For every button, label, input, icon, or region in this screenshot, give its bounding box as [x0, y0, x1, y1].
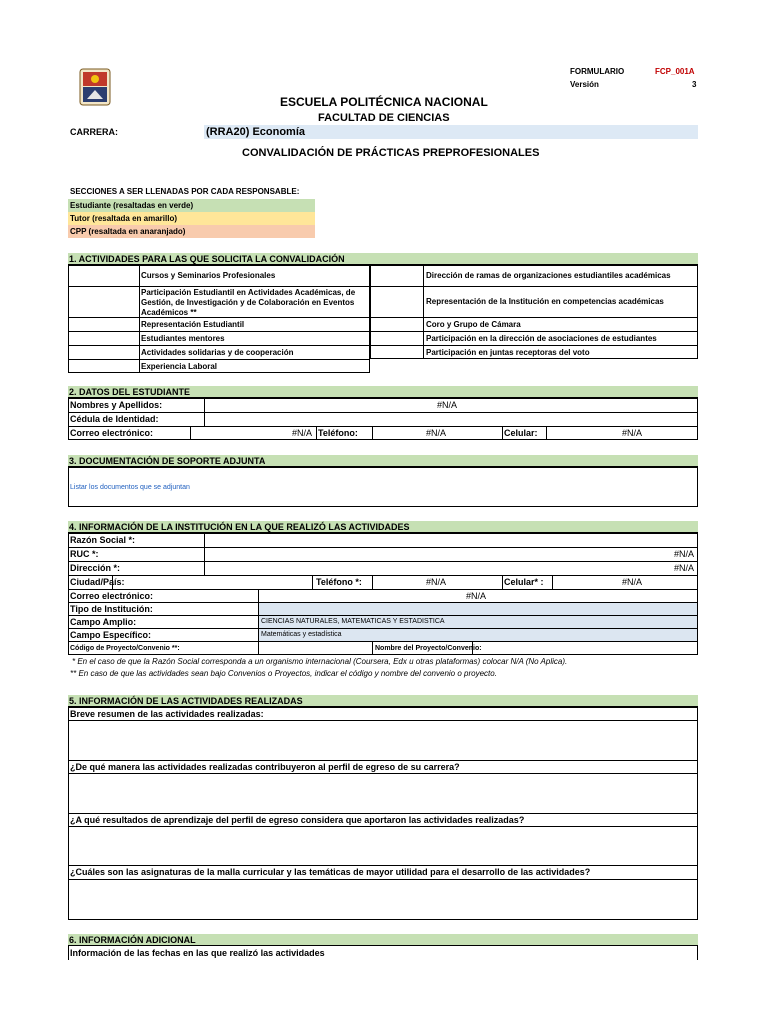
activity-courses: Cursos y Seminarios Profesionales [141, 271, 276, 280]
question-subjects: ¿Cuáles son las asignaturas de la malla curricular y las temáticas de mayor utilidad para el desarrollo de las actividades? [70, 867, 591, 877]
form-title: CONVALIDACIÓN DE PRÁCTICAS PREPROFESIONALES [242, 147, 540, 159]
section5-title: 5. INFORMACIÓN DE LAS ACTIVIDADES REALIZADAS [68, 695, 698, 707]
project-code-field[interactable] [259, 642, 371, 654]
documents-placeholder: Listar los documentos que se adjuntan [70, 484, 190, 491]
inst-type-label: Tipo de Institución: [70, 604, 153, 614]
version-label: Versión [570, 80, 599, 89]
carrera-field[interactable]: (RRA20) Economía [204, 125, 698, 139]
legend-tutor: Tutor (resaltada en amarillo) [68, 212, 315, 225]
answer-learning-results[interactable] [69, 827, 697, 864]
activity-solidarity: Actividades solidarias y de cooperación [141, 348, 294, 357]
student-name-label: Nombres y Apellidos: [70, 400, 163, 410]
student-email-label: Correo electrónico: [70, 428, 154, 438]
student-phone-label: Teléfono: [318, 428, 358, 438]
note-1: * En el caso de que la Razón Social corresponda a un organismo internacional (Coursera, Edx u otras plataformas) colocar N/A (No Aplica). [72, 657, 568, 666]
section1-title: 1. ACTIVIDADES PARA LAS QUE SOLICITA LA CONVALIDACIÓN [68, 253, 698, 265]
direccion-label: Dirección *: [70, 563, 121, 573]
question-summary: Breve resumen de las actividades realizadas: [70, 709, 264, 719]
inst-email-field[interactable]: #N/A [466, 591, 487, 601]
direccion-field[interactable]: #N/A [674, 563, 695, 573]
campo-amplio-label: Campo Amplio: [70, 617, 137, 627]
activity-representation: Representación Estudiantil [141, 320, 245, 329]
student-cell-field[interactable]: #N/A [622, 428, 643, 438]
answer-profile-contribution[interactable] [69, 774, 697, 812]
question-learning-results: ¿A qué resultados de aprendizaje del perfil de egreso considera que aportaron las actividades realizadas? [70, 815, 525, 825]
activity-competitions: Representación de la Institución en competencias académicas [426, 297, 664, 306]
formulario-label: FORMULARIO [570, 67, 625, 76]
razon-field[interactable] [205, 534, 697, 546]
formulario-code: FCP_001A [655, 67, 695, 76]
student-email-field[interactable]: #N/A [292, 428, 313, 438]
ruc-field[interactable]: #N/A [674, 549, 695, 559]
answer-summary[interactable] [69, 721, 697, 759]
inst-phone-field[interactable]: #N/A [426, 577, 447, 587]
answer-subjects[interactable] [69, 880, 697, 919]
activity-mentors: Estudiantes mentores [141, 334, 225, 343]
legend-student: Estudiante (resaltadas en verde) [68, 199, 315, 212]
city-field[interactable] [113, 576, 311, 588]
razon-label: Razón Social *: [70, 535, 136, 545]
campo-amplio-field[interactable]: CIENCIAS NATURALES, MATEMATICAS Y ESTADISTICA [259, 616, 697, 628]
section6-title: 6. INFORMACIÓN ADICIONAL [68, 934, 698, 946]
note-2: ** En caso de que las actividades sean bajo Convenios o Proyectos, indicar el código y nombre del convenio o proyecto. [70, 669, 497, 678]
school-name: ESCUELA POLITÉCNICA NACIONAL [280, 95, 488, 109]
project-name-field[interactable] [473, 642, 697, 654]
campo-especifico-field[interactable]: Matemáticas y estadística [259, 629, 697, 641]
activity-choir: Coro y Grupo de Cámara [426, 320, 521, 329]
version-value: 3 [692, 80, 697, 89]
inst-email-label: Correo electrónico: [70, 591, 154, 601]
activity-participation: Participación Estudiantil en Actividades Académicas, de Gestión, de Investigación y de Colaboración en Eventos Académicos ** [141, 288, 356, 317]
activity-voting: Participación en juntas receptoras del voto [426, 348, 590, 357]
section4-title: 4. INFORMACIÓN DE LA INSTITUCIÓN EN LA QUE REALIZÓ LAS ACTIVIDADES [68, 521, 698, 533]
inst-phone-label: Teléfono *: [316, 577, 362, 587]
project-code-label: Código de Proyecto/Convenio **: [70, 645, 180, 652]
student-cell-label: Celular: [504, 428, 538, 438]
project-name-label: Nombre del Proyecto/Convenio: [375, 645, 482, 652]
student-id-field[interactable] [205, 413, 697, 425]
carrera-label: CARRERA: [70, 127, 118, 137]
section2-title: 2. DATOS DEL ESTUDIANTE [68, 386, 698, 398]
city-label: Ciudad/País: [70, 577, 125, 587]
question-dates: Información de las fechas en las que realizó las actividades [70, 948, 325, 958]
inst-type-field[interactable] [259, 603, 697, 615]
activity-work-experience: Experiencia Laboral [141, 362, 218, 371]
inst-cell-label: Celular* : [504, 577, 544, 587]
legend-title: SECCIONES A SER LLENADAS POR CADA RESPONSABLE: [70, 187, 300, 196]
legend-cpp: CPP (resaltada en anaranjado) [68, 225, 315, 238]
ruc-label: RUC *: [70, 549, 99, 559]
question-profile-contribution: ¿De qué manera las actividades realizadas contribuyeron al perfil de egreso de su carrera? [70, 762, 460, 772]
campo-especifico-label: Campo Específico: [70, 630, 152, 640]
activity-associations: Participación en la dirección de asociaciones de estudiantes [426, 334, 657, 343]
faculty-name: FACULTAD DE CIENCIAS [318, 112, 450, 124]
epn-logo [79, 68, 111, 106]
student-phone-field[interactable]: #N/A [426, 428, 447, 438]
section3-title: 3. DOCUMENTACIÓN DE SOPORTE ADJUNTA [68, 455, 698, 467]
student-id-label: Cédula de Identidad: [70, 414, 159, 424]
student-name-field[interactable]: #N/A [437, 400, 458, 410]
inst-cell-field[interactable]: #N/A [622, 577, 643, 587]
activity-branch-direction: Dirección de ramas de organizaciones estudiantiles académicas [426, 271, 671, 280]
